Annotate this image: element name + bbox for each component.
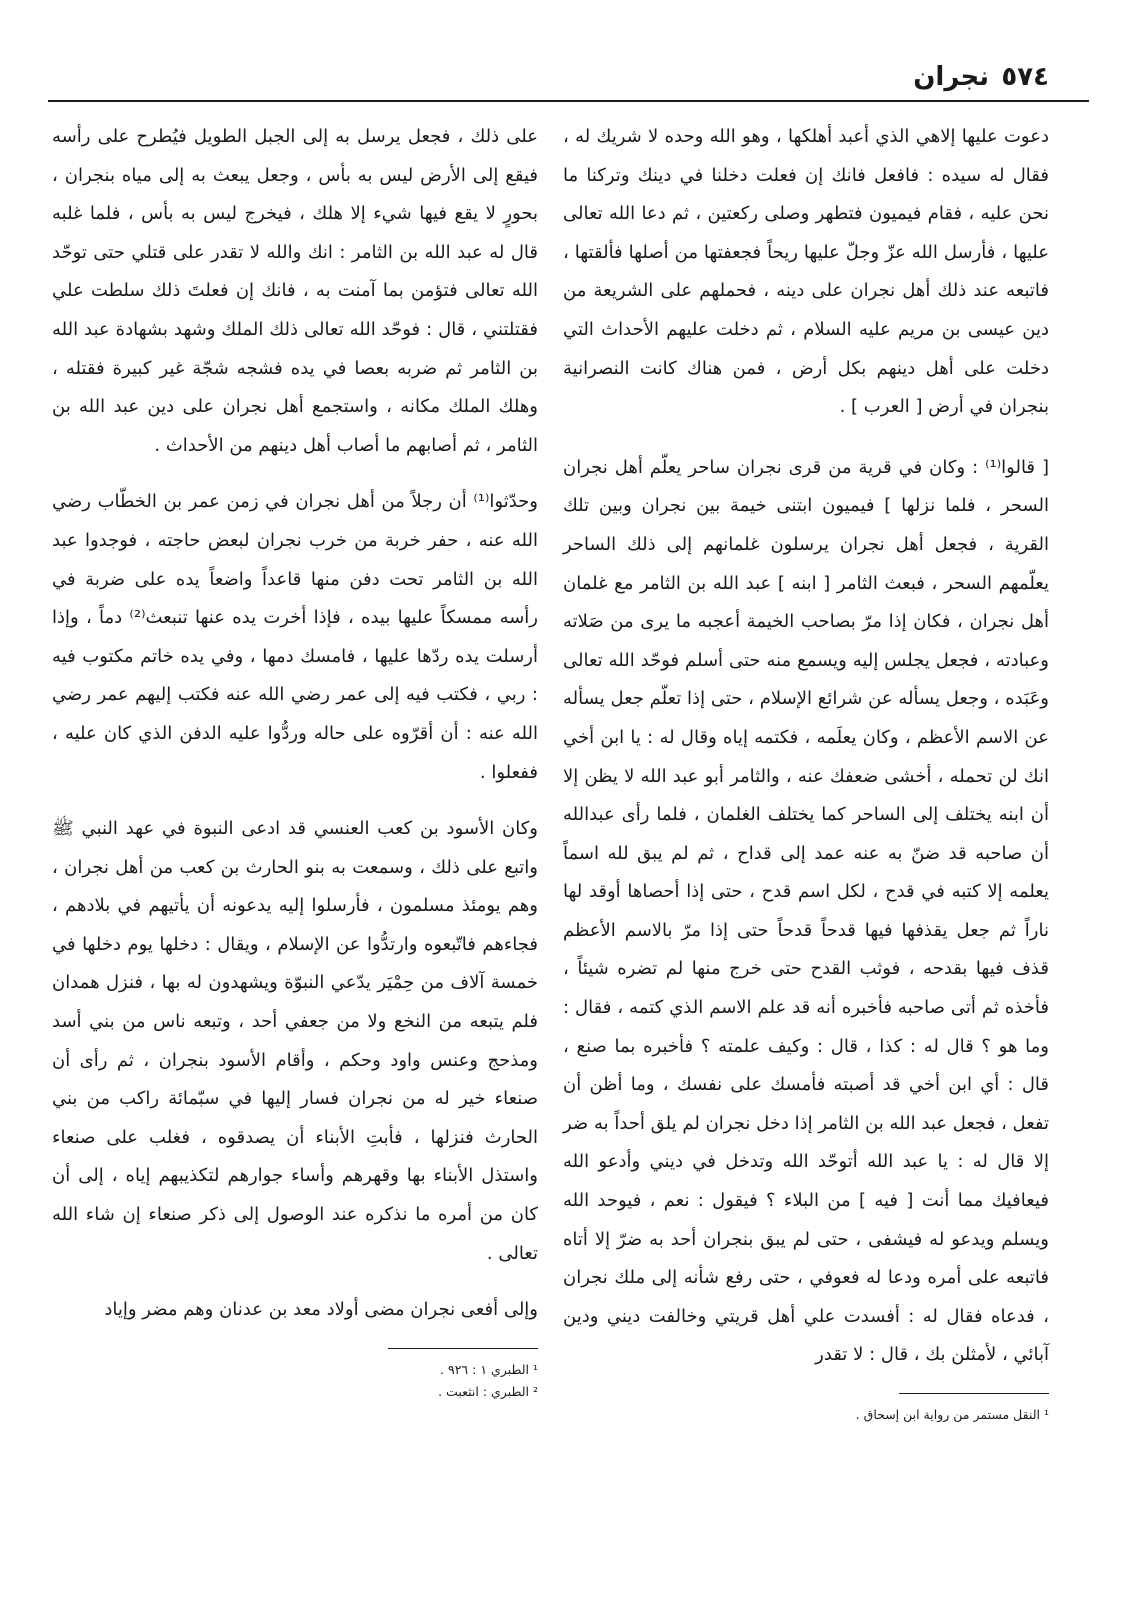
paragraph: وكان الأسود بن كعب العنسي قد ادعى النبوة في عهد النبي ﷺ واتبع على ذلك ، وسمعت به بنو الحارث بن كعب من أهل نجران ، وهم يومئذ مسلمون ، فأرسلوا إليه يدعونه أن يأتيهم في بلادهم ، فجاءهم فاتّبعوه وارتدُّوا عن الإسلام ، ويقال : دخلها يوم دخلها في خمسة آلاف من حِمْيَر يدّعي النبوّة ويشهدون له بها ، فنزل همدان فلم يتبعه من النخع ولا من جعفي أحد ، وتبعه ناس من بني أسد ومذحج وعنس واود وحكم ، وأقام الأسود بنجران ، ثم رأى أن صنعاء خير له من نجران فسار إليها في سبّمائة راكب من بني الحارث فنزلها ، فأبتِ الأبناء أن يصدقوه ، فغلب على صنعاء واستذل الأبناء بها وقهرهم وأساء جوارهم لتكذيبهم إياه ، إلى أن كان من أمره ما نذكره عند الوصول إلى ذكر صنعاء إن شاء الله تعالى .: [52, 818, 538, 1264]
paragraph: [ قالوا⁽¹⁾ : وكان في قرية من قرى نجران ساحر يعلّم أهل نجران السحر ، فلما نزلها ] فيميون ابتنى خيمة بين نجران وبين تلك القرية ، فجعل أهل نجران يرسلون غلمانهم إلى ذلك الساحر يعلّمهم السحر ، فبعث الثامر [ ابنه ] عبد الله بن الثامر مع غلمان أهل نجران ، فكان إذا مرّ بصاحب الخيمة أعجبه ما يرى من صَلاته وعبادته ، فجعل يجلس إليه ويسمع منه حتى أسلم فوحّد الله تعالى وعَبَده ، وجعل يسأله عن شرائع الإسلام ، حتى إذا تعلّم جعل يسأله عن الاسم الأعظم ، وكان يعلَمه ، فكتمه إياه وقال له : يا ابن أخي انك لن تحمله ، أخشى ضعفك عنه ، والثامر أبو عبد الله لا يظن إلا أن ابنه يختلف إلى الساحر كما يختلف الغلمان ، فلما رأى عبدالله أن صاحبه قد ضنّ به عنه عمد إلى قداح ، ثم لم يبق لله اسماً يعلمه إلا كتبه في قدح ، لكل اسم قدح ، حتى إذا أحصاها أوقد لها ناراً ثم جعل يقذفها فيها قدحاً قدحاً حتى إذا مرّ بالاسم الأعظم قذف فيها بقدحه ، فوثب القدح حتى خرج منها لم تضره شيئاً ، فأخذه ثم أتى صاحبه فأخبره أنه قد علم الاسم الذي كتمه ، فقال : وما هو ؟ قال له : كذا ، قال : وكيف علمته ؟ فأخبره بما صنع ، قال : أي ابن أخي قد أصبته فأمسك على نفسك ، وما أظن أن تفعل ، فجعل عبد الله بن الثامر إذا دخل نجران لم يلق أحداً به ضر إلا قال له : يا عبد الله أتوحّد الله وتدخل في ديني وأدعو الله فيعافيك مما أنت [ فيه ] من البلاء ؟ فيقول : نعم ، فيوحد الله ويسلم ويدعو له فيشفى ، حتى لم يبق بنجران أحد به ضرّ إلا أتاه فاتبعه على أمره ودعا له فعوفي ، حتى رفع شأنه إلى ملك نجران ، فدعاه فقال له : أفسدت علي أهل قريتي وخالفت ديني ودين آبائي ، لأمثلن بك ، قال : لا تقدر: [563, 456, 1049, 1366]
footnote-rule: [388, 1348, 538, 1349]
running-title: نجران: [913, 62, 989, 92]
running-header: [48, 62, 1089, 100]
paragraph: وإلى أفعى نجران مضى أولاد معد بن عدنان وهم مضر وإياد: [104, 1299, 538, 1321]
footnote: ¹ الطبري ١ : ٩٢٦ .: [440, 1361, 538, 1377]
paragraph: وحدّثوا⁽¹⁾ أن رجلاً من أهل نجران في زمن عمر بن الخطّاب رضي الله عنه ، حفر خربة من خرب نجران لبعض حاجته ، فوجدوا عبد الله بن الثامر تحت دفن منها قاعداً واضعاً يده على ضربة في رأسه ممسكاً عليها بيده ، فإذا أخرت يده عنها تنبعث⁽²⁾ دماً ، وإذا أرسلت يده ردّها عليها ، فامسك دمها ، وفي يده خاتم مكتوب فيه : ربي ، فكتب فيه إلى عمر رضي الله عنه فكتب إليهم عمر رضي الله عنه : أن أقرّوه على حاله وردُّوا عليه الدفن الذي كان عليه ، ففعلوا .: [52, 491, 538, 783]
footnote: ² الطبري : انثعبت .: [438, 1383, 538, 1399]
paragraph: على ذلك ، فجعل يرسل به إلى الجبل الطويل فيُطرح على رأسه فيقع إلى الأرض ليس به بأس ، وجعل يبعث به إلى مياه بنجران ، بحورٍ لا يقع فيها شيء إلا هلك ، فيخرج ليس به بأس ، فلما غلبه قال له عبد الله بن الثامر : انك والله لا تقدر على قتلي حتى توحّد الله تعالى فتؤمن بما آمنت به ، فانك إن فعلتَ ذلك سلطت علي فقتلتني ، قال : فوحّد الله تعالى ذلك الملك وشهد بشهادة عبد الله بن الثامر ثم ضربه بعصا في يده فشجه شجّة غير كبيرة فقتله ، وهلك الملك مكانه ، واستجمع أهل نجران على دين عبد الله بن الثامر ، ثم أصابهم ما أصاب أهل دينهم من الأحداث .: [52, 126, 538, 456]
footnote-rule: [899, 1393, 1049, 1394]
header-rule: [48, 100, 1089, 102]
footnote: ¹ النقل مستمر من رواية ابن إسحاق .: [855, 1407, 1049, 1422]
right-column: [563, 118, 1049, 1426]
page-number: ٥٧٤: [1001, 62, 1049, 92]
paragraph: دعوت عليها إلاهي الذي أعبد أهلكها ، وهو الله وحده لا شريك له ، فقال له سيده : فافعل فانك إن فعلت دخلنا في دينك وتركنا ما نحن عليه ، فقام فيميون فتطهر وصلى ركعتين ، ثم دعا الله تعالى عليها ، فأرسل الله عزّ وجلّ عليها ريحاً فجعفتها من أصلها فألقتها ، فاتبعه عند ذلك أهل نجران على دينه ، فحملهم على الشريعة من دين عيسى بن مريم عليه السلام ، ثم دخلت عليهم الأحداث التي دخلت على أهل دينهم بكل أرض ، فمن هناك كانت النصرانية بنجران في أرض [ العرب ] .: [563, 126, 1049, 418]
left-column: [52, 118, 538, 1403]
